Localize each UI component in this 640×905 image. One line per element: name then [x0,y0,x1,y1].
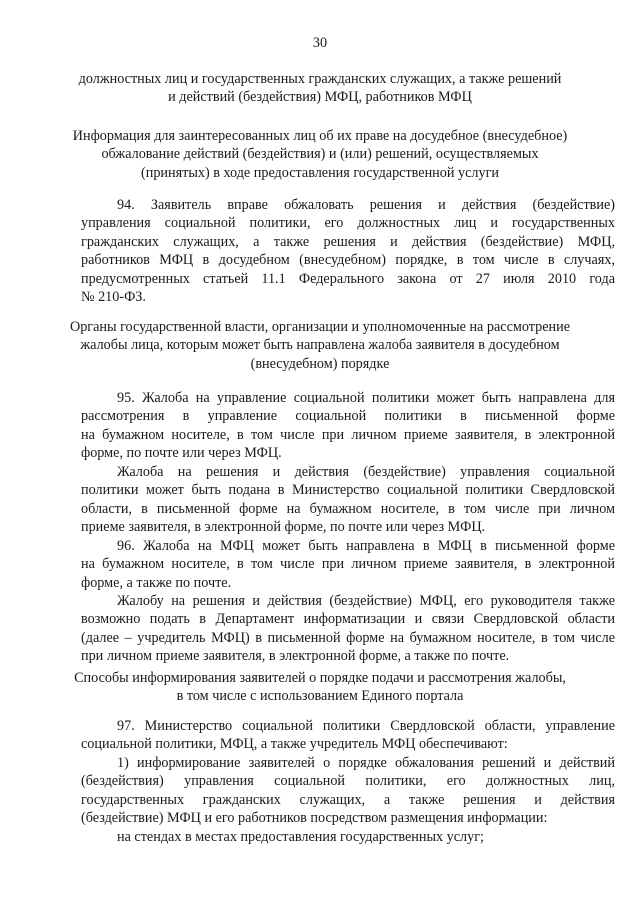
heading-line: (принятых) в ходе предоставления государственной услуги [141,164,499,181]
page-number: 30 [312,35,328,51]
text-line: № 210-ФЗ. [81,289,146,306]
text-line: Жалоба на решения и действия (бездействие) управления социальной [117,464,615,480]
text-line: (бездействия) управления социальной политики, его должностных лиц, [81,773,615,790]
paragraph-95 [81,389,615,463]
heading-line: обжалование действий (бездействия) и (или) решений, осуществляемых [101,146,539,163]
text-line: работников МФЦ в досудебном (внесудебном) порядке, в том числе в случаях, [81,252,615,269]
text-line: предусмотренных статьей 11.1 Федерального закона от 27 июля 2010 года [81,270,615,287]
text-line: государственных гражданских служащих, а также решения и действия [81,791,615,808]
paragraph-97 [81,717,615,754]
text-line: рассмотрения в управление социальной политики в письменной форме [81,408,615,425]
text-line: политики может быть подана в Министерство социальной политики Свердловской [81,482,615,499]
paragraph-96-appeal [81,592,615,666]
section-heading-methods [60,669,580,706]
paragraph-97-item-1a [81,828,615,846]
heading-line: (внесудебном) порядке [250,355,390,372]
text-line: 96. Жалоба на МФЦ может быть направлена в МФЦ в письменной форме [117,538,615,554]
text-line: 94. Заявитель вправе обжаловать решения и действия (бездействие) [117,197,615,213]
text-line: 95. Жалоба на управление социальной политики может быть направлена для [117,390,615,406]
section-heading-info [60,127,580,182]
text-line: форме, по почте или через МФЦ. [81,445,282,462]
text-line: (бездействие) МФЦ и его работников посредством размещения информации: [81,810,548,827]
text-line: (далее – учредитель МФЦ) в письменной форме на бумажном носителе, в том числе [81,629,615,646]
heading-line: Информация для заинтересованных лиц об их праве на досудебное (внесудебное) [72,128,568,144]
heading-line: должностных лиц и государственных гражданских служащих, а также решений [78,71,562,87]
text-line: гражданских служащих, а также решения и действия (бездействие) МФЦ, [81,233,615,250]
heading-line: Способы информирования заявителей о порядке подачи и рассмотрения жалобы, [74,670,566,686]
text-line: возможно подать в Департамент информатизации и связи Свердловской области [81,611,615,628]
text-line: на стендах в местах предоставления государственных услуг; [117,829,484,845]
paragraph-95-appeal [81,463,615,537]
text-line: при личном приеме заявителя, в электронной форме, а также по почте. [81,648,510,665]
text-line: 1) информирование заявителей о порядке обжалования решений и действий [117,755,615,771]
paragraph-97-item-1 [81,754,615,828]
text-line: на бумажном носителе, в том числе при личном приеме заявителя, в электронной [81,556,615,573]
text-line: форме, а также по почте. [81,574,232,591]
heading-line: жалобы лица, которым может быть направлена жалоба заявителя в досудебном [80,337,560,354]
paragraph-96 [81,537,615,592]
section-heading-continued [70,70,570,107]
heading-line: в том числе с использованием Единого портала [176,688,464,705]
text-line: социальной политики, МФЦ, а также учредитель МФЦ обеспечивают: [81,736,508,753]
paragraph-94 [81,196,615,306]
text-line: управления социальной политики, его должностных лиц и государственных [81,215,615,232]
text-line: области, в письменной форме на бумажном носителе, в том числе при личном [81,500,615,517]
text-line: приеме заявителя, в электронной форме, по почте или через МФЦ. [81,519,486,536]
text-line: на бумажном носителе, в том числе при личном приеме заявителя, в электронной [81,426,615,443]
text-line: Жалобу на решения и действия (бездействие) МФЦ, его руководителя также [117,593,615,609]
text-line: 97. Министерство социальной политики Свердловской области, управление [117,718,615,734]
heading-line: и действий (бездействия) МФЦ, работников МФЦ [168,89,472,106]
section-heading-organs [60,318,580,373]
heading-line: Органы государственной власти, организации и уполномоченные на рассмотрение [69,319,571,335]
